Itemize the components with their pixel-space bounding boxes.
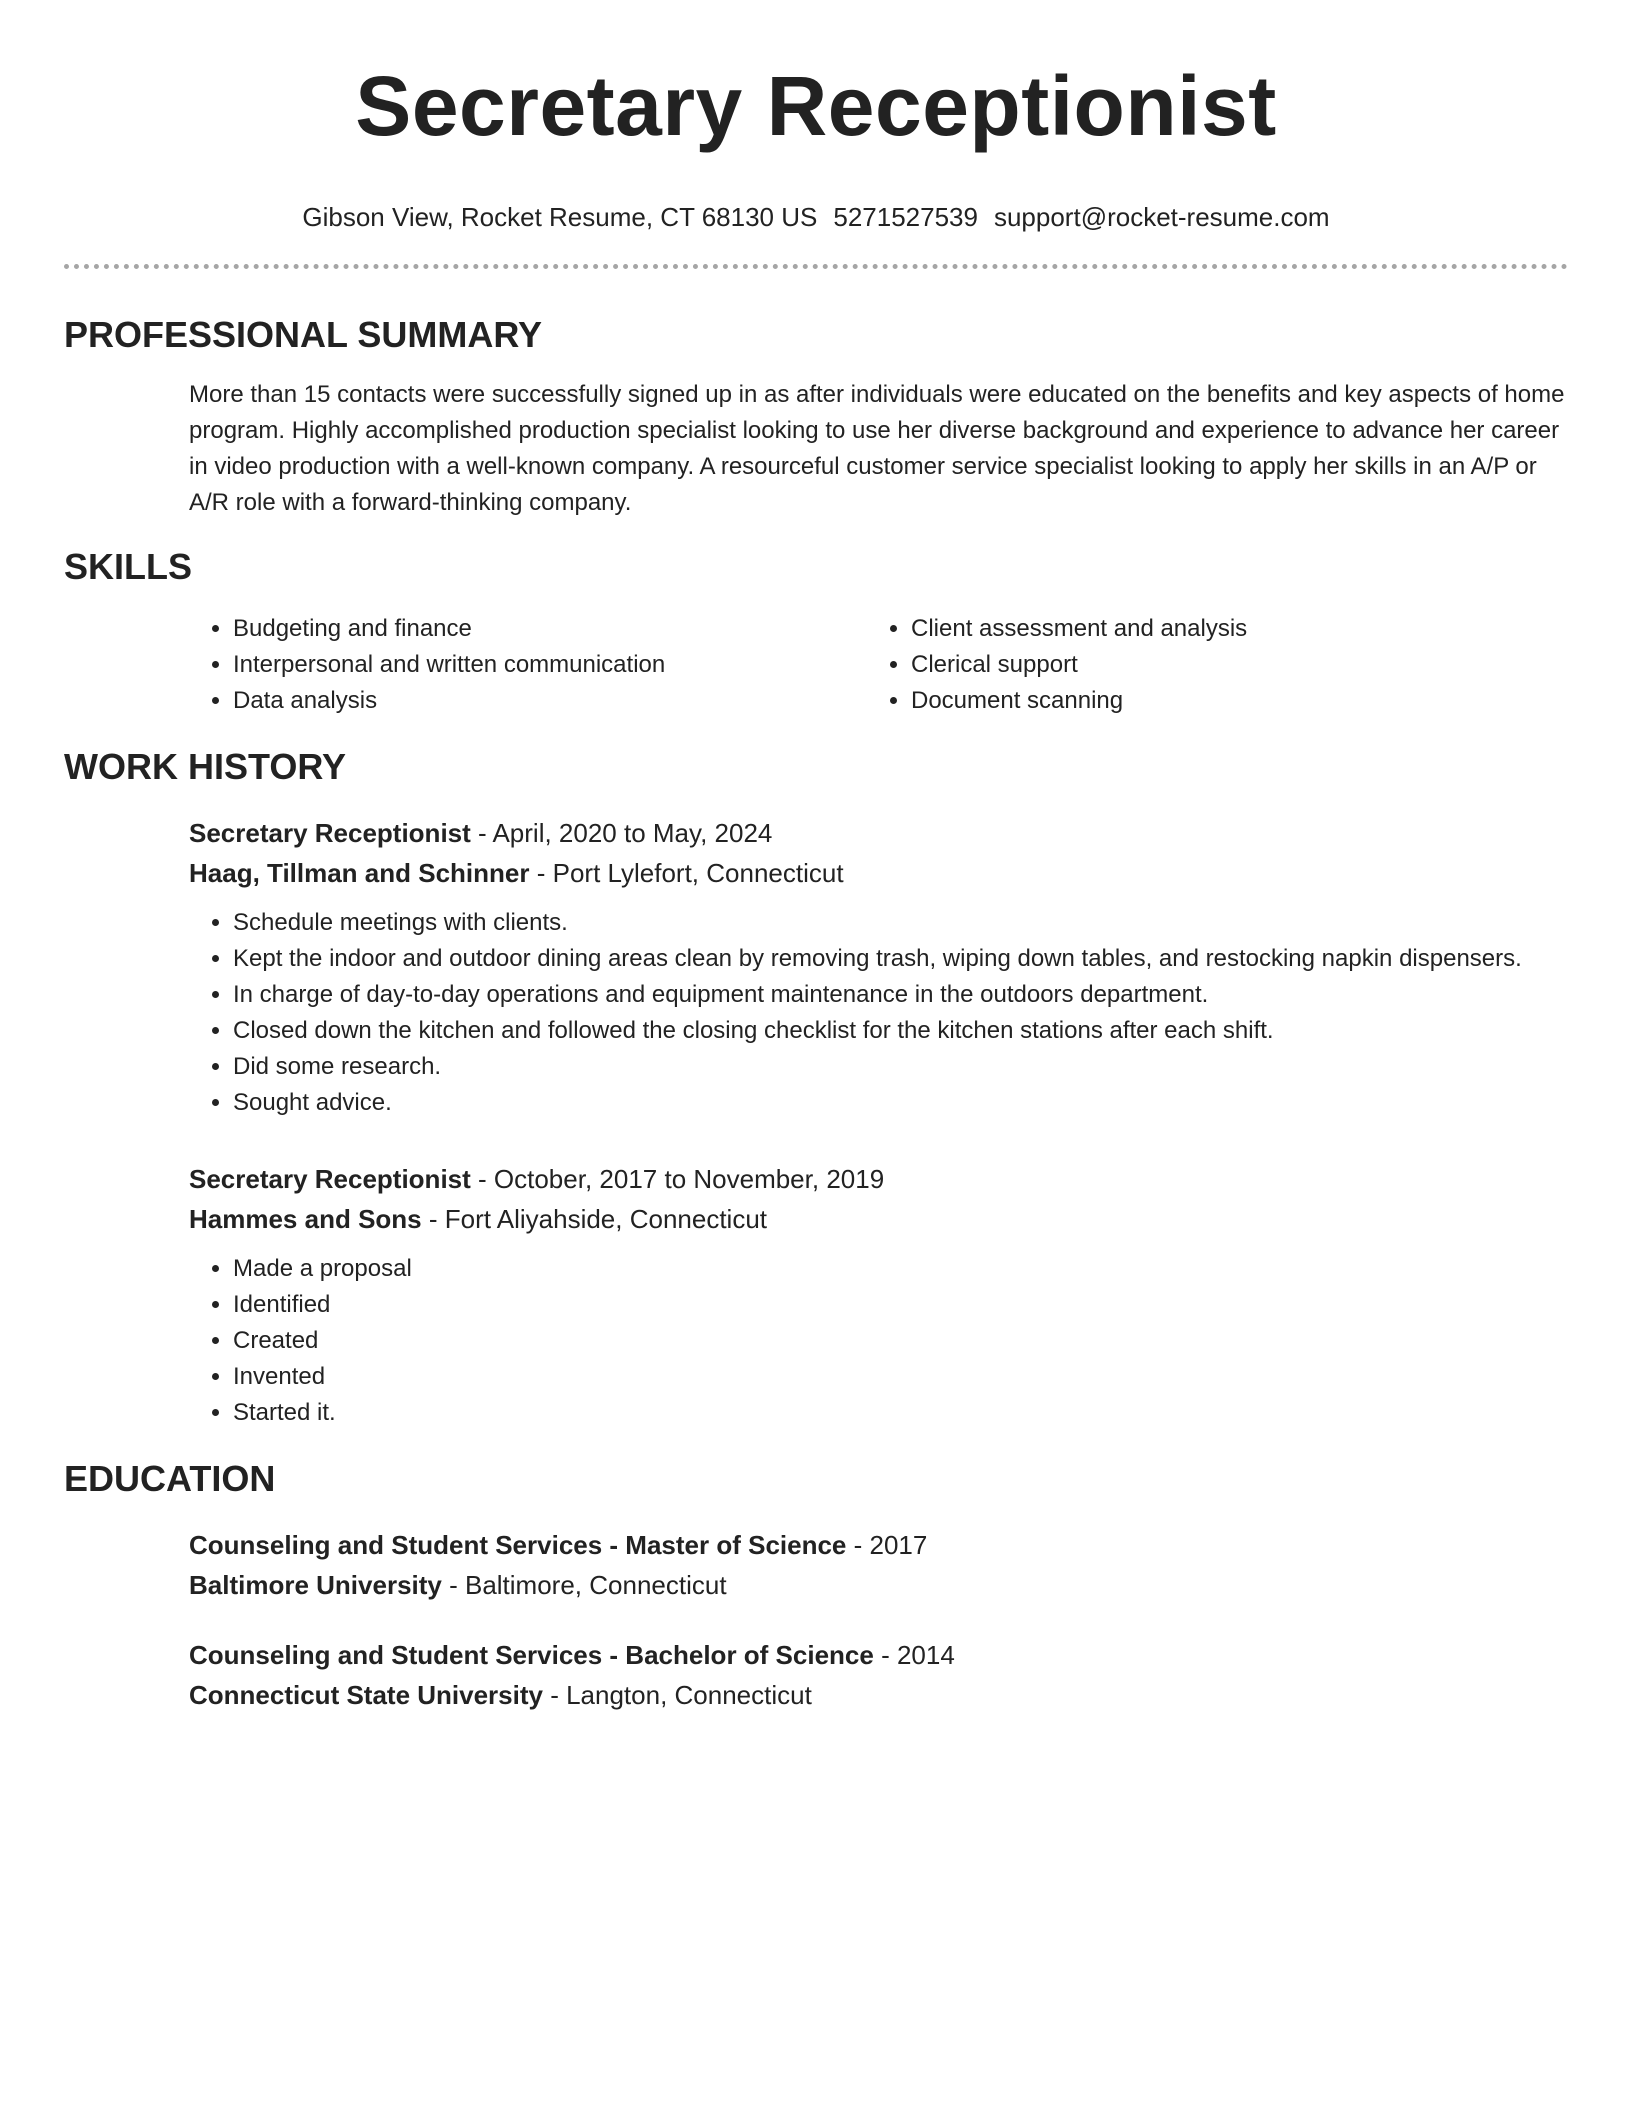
job-entry [189,813,1568,1121]
summary-text: More than 15 contacts were successfully signed up in as after individuals were educated on the benefits and key aspects of home program. Highly accomplished production specialist looking to use her diverse background and experience to advance her career in video production with a well-known company. A resourceful customer service specialist looking to apply her skills in an A/P or A/R role with a forward-thinking company. [189,381,1565,516]
section-title-summary: PROFESSIONAL SUMMARY [64,314,543,355]
job-bullet: • Created [233,1323,1568,1359]
job-bullet: • Identified [233,1287,1568,1323]
job-role: Secretary Receptionist [189,818,471,848]
education-location: - Baltimore, Connecticut [441,1570,727,1600]
job-bullet: • Invented [233,1359,1568,1395]
skill-item: • Document scanning [911,683,1568,719]
job-entry [189,1159,1568,1431]
job-bullet: • Sought advice. [233,1085,1568,1121]
job-role: Secretary Receptionist [189,1164,471,1194]
job-bullet: • In charge of day-to-day operations and equipment maintenance in the outdoors department. [233,977,1568,1013]
education-school-line [189,1675,1568,1715]
education-school-line [189,1565,1568,1605]
skills-list-right [867,611,1568,719]
job-company: Hammes and Sons [189,1204,422,1234]
education-degree-line [189,1635,1568,1675]
education-entry [189,1525,1568,1605]
job-bullets [189,905,1568,1121]
education-location: - Langton, Connecticut [542,1680,812,1710]
section-title-skills: SKILLS [64,546,193,587]
job-bullet: • Did some research. [233,1049,1568,1085]
skill-item: • Client assessment and analysis [911,611,1568,647]
skill-item: • Interpersonal and written communication [233,647,867,683]
contact-address: Gibson View, Rocket Resume, CT 68130 US [302,202,818,232]
skill-item: • Clerical support [911,647,1568,683]
job-location: - Port Lylefort, Connecticut [529,858,844,888]
job-company-line [189,1199,1568,1239]
education-degree-line [189,1525,1568,1565]
job-role-line [189,813,1568,853]
job-dates: - October, 2017 to November, 2019 [470,1164,885,1194]
job-dates: - April, 2020 to May, 2024 [470,818,773,848]
job-company-line [189,853,1568,893]
job-bullets [189,1251,1568,1431]
contact-line [64,200,1568,234]
skills-list-left [189,611,867,719]
job-company: Haag, Tillman and Schinner [189,858,530,888]
job-bullet: • Made a proposal [233,1251,1568,1287]
job-bullet: • Schedule meetings with clients. [233,905,1568,941]
skill-item: • Budgeting and finance [233,611,867,647]
education-school: Baltimore University [189,1570,442,1600]
header-divider [64,264,1568,269]
contact-email: support@rocket-resume.com [993,202,1330,232]
job-bullet: • Closed down the kitchen and followed the closing checklist for the kitchen stations after each shift. [233,1013,1568,1049]
resume-name: Secretary Receptionist [355,59,1277,153]
skill-item: • Data analysis [233,683,867,719]
section-title-work-history: WORK HISTORY [64,746,347,787]
job-role-line [189,1159,1568,1199]
job-bullet: • Started it. [233,1395,1568,1431]
education-school: Connecticut State University [189,1680,543,1710]
skills-grid [189,611,1568,719]
education-year: - 2014 [873,1640,955,1670]
education-entry [189,1635,1568,1715]
education-year: - 2017 [846,1530,928,1560]
education-degree: Counseling and Student Services - Master of Science [189,1530,847,1560]
job-location: - Fort Aliyahside, Connecticut [421,1204,768,1234]
education-degree: Counseling and Student Services - Bachelor of Science [189,1640,874,1670]
job-bullet: • Kept the indoor and outdoor dining areas clean by removing trash, wiping down tables, and restocking napkin dispensers. [233,941,1568,977]
contact-phone: 5271527539 [833,202,978,232]
section-title-education: EDUCATION [64,1458,276,1499]
